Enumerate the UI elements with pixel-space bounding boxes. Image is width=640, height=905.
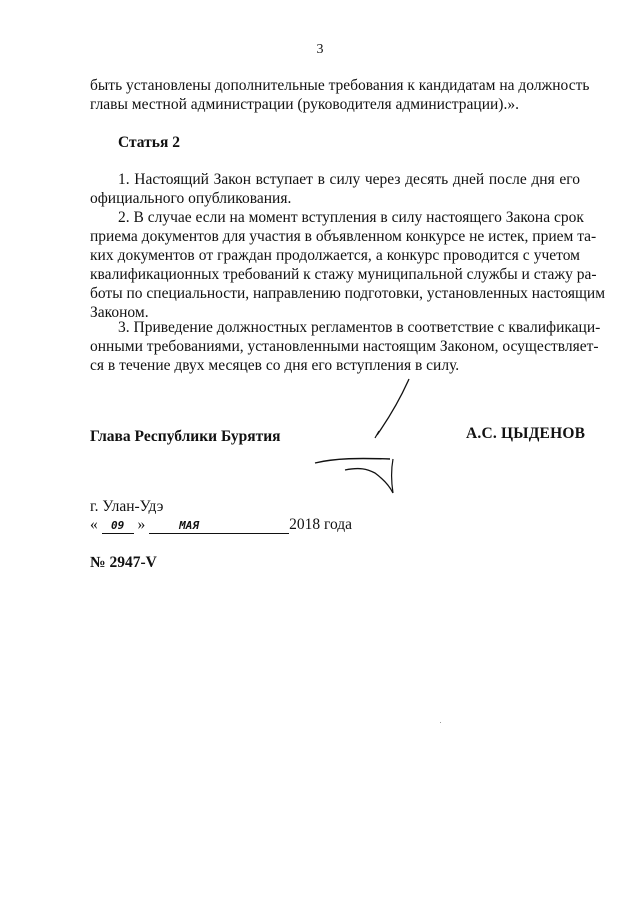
paragraph-1	[90, 170, 580, 208]
text-line: ких документов от граждан продолжается, а конкурс проводится с учетом	[90, 247, 580, 264]
date-close-quote: »	[137, 516, 146, 533]
text-line: официального опубликования.	[90, 190, 292, 207]
text-line: 3. Приведение должностных регламентов в соответствие с квалификаци-	[118, 319, 601, 336]
city: г. Улан-Удэ	[90, 498, 164, 515]
document-number: № 2947-V	[90, 554, 157, 571]
text-line: 1. Настоящий Закон вступает в силу через десять дней после дня его	[118, 171, 580, 188]
date-month: МАЯ	[149, 519, 289, 534]
text-line: 2. В случае если на момент вступления в силу настоящего Закона срок	[118, 209, 584, 226]
text-line: быть установлены дополнительные требования к кандидатам на должность	[90, 77, 590, 94]
intro-paragraph	[90, 76, 590, 114]
scan-speck	[440, 722, 441, 723]
text-line: квалификационных требований к стажу муниципальной службы и стажу ра-	[90, 266, 597, 283]
paragraph-2	[90, 208, 606, 322]
date-day: 09	[102, 519, 134, 534]
text-line: боты по специальности, направлению подготовки, установленных настоящим	[90, 285, 606, 302]
text-line: ся в течение двух месяцев со дня его вступления в силу.	[90, 357, 460, 374]
paragraph-3	[90, 318, 601, 375]
text-line: приема документов для участия в объявленном конкурсе не истек, прием та-	[90, 228, 597, 245]
signatory-title: Глава Республики Бурятия	[90, 428, 281, 445]
page-number: 3	[316, 42, 324, 57]
text-line: главы местной администрации (руководителя администрации).».	[90, 96, 519, 113]
article-title: Статья 2	[118, 134, 180, 151]
handwritten-signature	[305, 375, 415, 500]
date-open-quote: «	[90, 516, 98, 533]
signatory-name: А.С. ЦЫДЕНОВ	[466, 425, 586, 442]
signing-date	[90, 516, 352, 534]
date-year: 2018 года	[289, 516, 353, 533]
text-line: Законом.	[90, 304, 149, 321]
text-line: онными требованиями, установленными настоящим Законом, осуществляет-	[90, 338, 599, 355]
